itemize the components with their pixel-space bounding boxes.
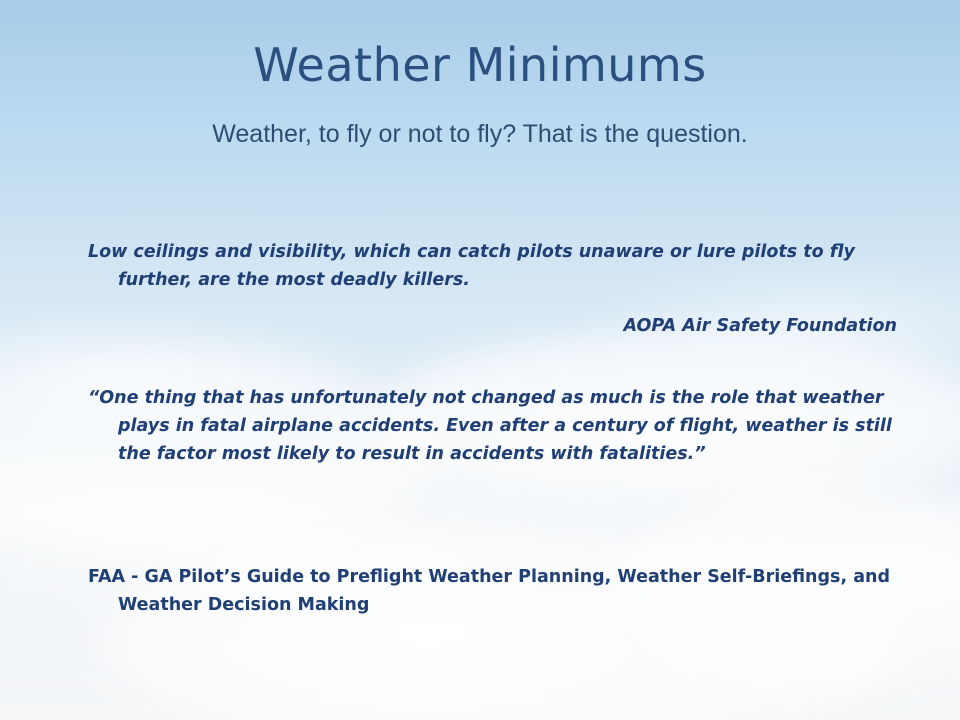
quote-aopa: Low ceilings and visibility, which can catch pilots unaware or lure pilots to fly further, are the most deadly killers. bbox=[88, 242, 855, 290]
quote-aopa-attribution: AOPA Air Safety Foundation bbox=[623, 316, 897, 336]
slide-title: Weather Minimums bbox=[253, 38, 707, 92]
quote-faa-attribution: FAA - GA Pilot’s Guide to Preflight Weather Planning, Weather Self-Briefings, and Weather Decision Making bbox=[88, 567, 890, 615]
quote-faa: “One thing that has unfortunately not changed as much is the role that weather plays in fatal airplane accidents. Even after a century of flight, weather is still the factor most likely to result in accidents with fatalities.” bbox=[88, 388, 892, 464]
slide-subtitle: Weather, to fly or not to fly? That is the question. bbox=[212, 120, 748, 148]
